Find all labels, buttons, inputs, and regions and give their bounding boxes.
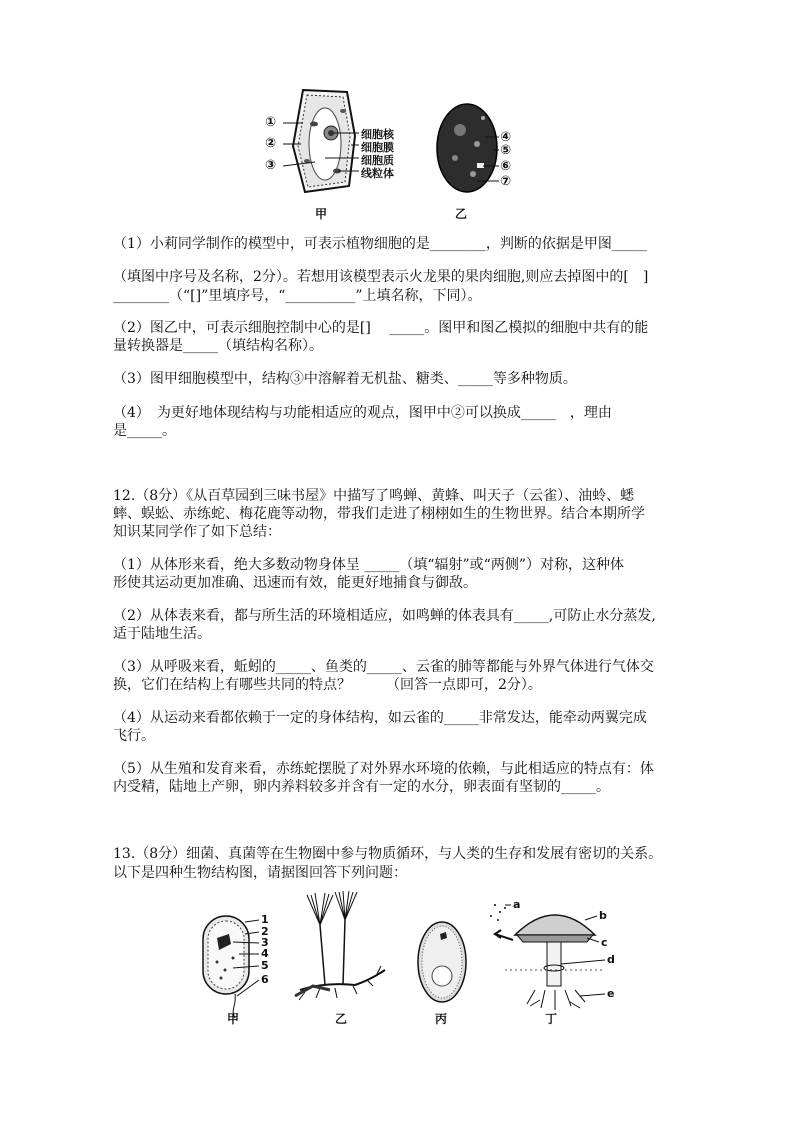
animal-cell-marker-4: ④ — [500, 130, 512, 145]
mushroom-drawing — [490, 904, 605, 1010]
q11-line-5: 量转换器是_____（填结构名称）。 — [113, 338, 323, 354]
caption-yi-2: 乙 — [335, 1012, 348, 1026]
q12-line-10: （4）从运动来看都依赖于一定的身体结构，如云雀的_____非常发达，能牵动两翼完成 — [113, 710, 647, 726]
q13-line-2: 以下是四种生物结构图，请据图回答下列问题： — [113, 865, 407, 881]
plant-cell-marker-1: ① — [265, 115, 277, 130]
mushroom-label-b: b — [599, 909, 607, 922]
q12-line-2: 蟀、蜈蚣、赤练蛇、梅花鹿等动物，带我们走进了栩栩如生的生物世界。结合本期所学 — [113, 506, 645, 522]
q12-line-12: （5）从生殖和发育来看，赤练蛇摆脱了对外界水环境的依赖，与此相适应的特点有：体 — [113, 761, 654, 777]
animal-cell-marker-6: ⑥ — [500, 159, 512, 174]
q12-line-13: 内受精，陆地上产卵，卵内养料较多并含有一定的水分，卵表面有坚韧的_____。 — [113, 779, 610, 795]
q12-line-8: （3）从呼吸来看，蚯蚓的_____、鱼类的_____、云雀的肺等都能与外界气体进行气体交 — [113, 659, 654, 675]
mushroom-label-c: c — [601, 936, 608, 949]
q12-line-1: 12.（8分）《从百草园到三味书屋》中描写了鸣蝉、黄蜂、叫天子（云雀）、油蛉、蟋 — [113, 488, 635, 504]
q11-line-6: （3）图甲细胞模型中，结构③中溶解着无机盐、糖类、_____等多种物质。 — [113, 371, 577, 387]
plant-cell-marker-3: ③ — [265, 158, 277, 173]
bacterium-label-6: 6 — [261, 973, 269, 986]
plant-cell-drawing — [283, 90, 359, 192]
bacterium-label-2: 2 — [261, 925, 269, 938]
q13-line-1: 13.（8分）细菌、真菌等在生物圈中参与物质循环，与人类的生存和发展有密切的关系。 — [113, 846, 663, 862]
caption-jia: 甲 — [315, 207, 328, 221]
caption-yi: 乙 — [455, 207, 468, 221]
mold-drawing — [295, 891, 385, 1000]
mushroom-label-d: d — [607, 953, 615, 966]
mushroom-label-e: e — [607, 987, 615, 1000]
q11-line-4: （2）图乙中，可表示细胞控制中心的是[] _____。图甲和图乙模拟的细胞中共有的能 — [113, 320, 649, 336]
label-nucleus: 细胞核 — [361, 128, 394, 141]
figure-cell-models — [255, 86, 525, 221]
bacterium-label-3: 3 — [261, 936, 269, 949]
q12-line-3: 知识某同学作了如下总结： — [113, 524, 281, 540]
animal-cell-marker-7: ⑦ — [500, 174, 512, 189]
caption-jia-2: 甲 — [227, 1012, 240, 1026]
bacterium-label-4: 4 — [261, 947, 269, 960]
q11-line-2: （填图中序号及名称，2分）。若想用该模型表示火龙果的果肉细胞,则应去掉图中的[ ] — [113, 269, 649, 285]
q12-line-7: 适于陆地生活。 — [113, 626, 211, 642]
animal-cell-drawing — [437, 104, 499, 192]
bacterium-label-1: 1 — [261, 913, 269, 926]
q12-line-4: （1）从体形来看，绝大多数动物身体呈 _____（填“辐射”或“两侧”）对称，这种体 — [113, 557, 624, 573]
label-cytoplasm: 细胞质 — [361, 154, 394, 167]
label-mitochondria: 线粒体 — [361, 167, 394, 180]
yeast-drawing — [418, 922, 466, 1002]
organisms-illustration — [195, 890, 625, 1025]
plant-cell-marker-2: ② — [265, 136, 277, 151]
q11-line-3: ________（“[]”里填序号，“__________”上填名称，下同）。 — [113, 288, 482, 304]
caption-bing: 丙 — [435, 1012, 448, 1026]
q12-line-11: 飞行。 — [113, 728, 155, 744]
q11-line-8: 是_____。 — [113, 423, 176, 439]
caption-ding: 丁 — [545, 1012, 558, 1026]
q12-line-6: （2）从体表来看，都与所生活的环境相适应，如鸣蝉的体表具有_____,可防止水分蒸发, — [113, 608, 656, 624]
q12-line-9: 换，它们在结构上有哪些共同的特点？ （回答一点即可，2分）。 — [113, 677, 542, 693]
bacterium-drawing — [203, 916, 259, 1018]
bacterium-label-5: 5 — [261, 959, 269, 972]
q11-line-7: （4） 为更好地体现结构与功能相适应的观点，图甲中②可以换成_____ ，理由 — [113, 405, 612, 421]
q12-line-5: 形使其运动更加准确、迅速而有效，能更好地捕食与御敌。 — [113, 575, 477, 591]
animal-cell-marker-5: ⑤ — [500, 143, 512, 158]
figure-four-organisms — [195, 890, 625, 1025]
q11-line-1: （1）小莉同学制作的模型中，可表示植物细胞的是________，判断的依据是甲图_____ — [113, 236, 647, 252]
mushroom-label-a: a — [513, 898, 521, 911]
label-cell-membrane: 细胞膜 — [361, 141, 394, 154]
